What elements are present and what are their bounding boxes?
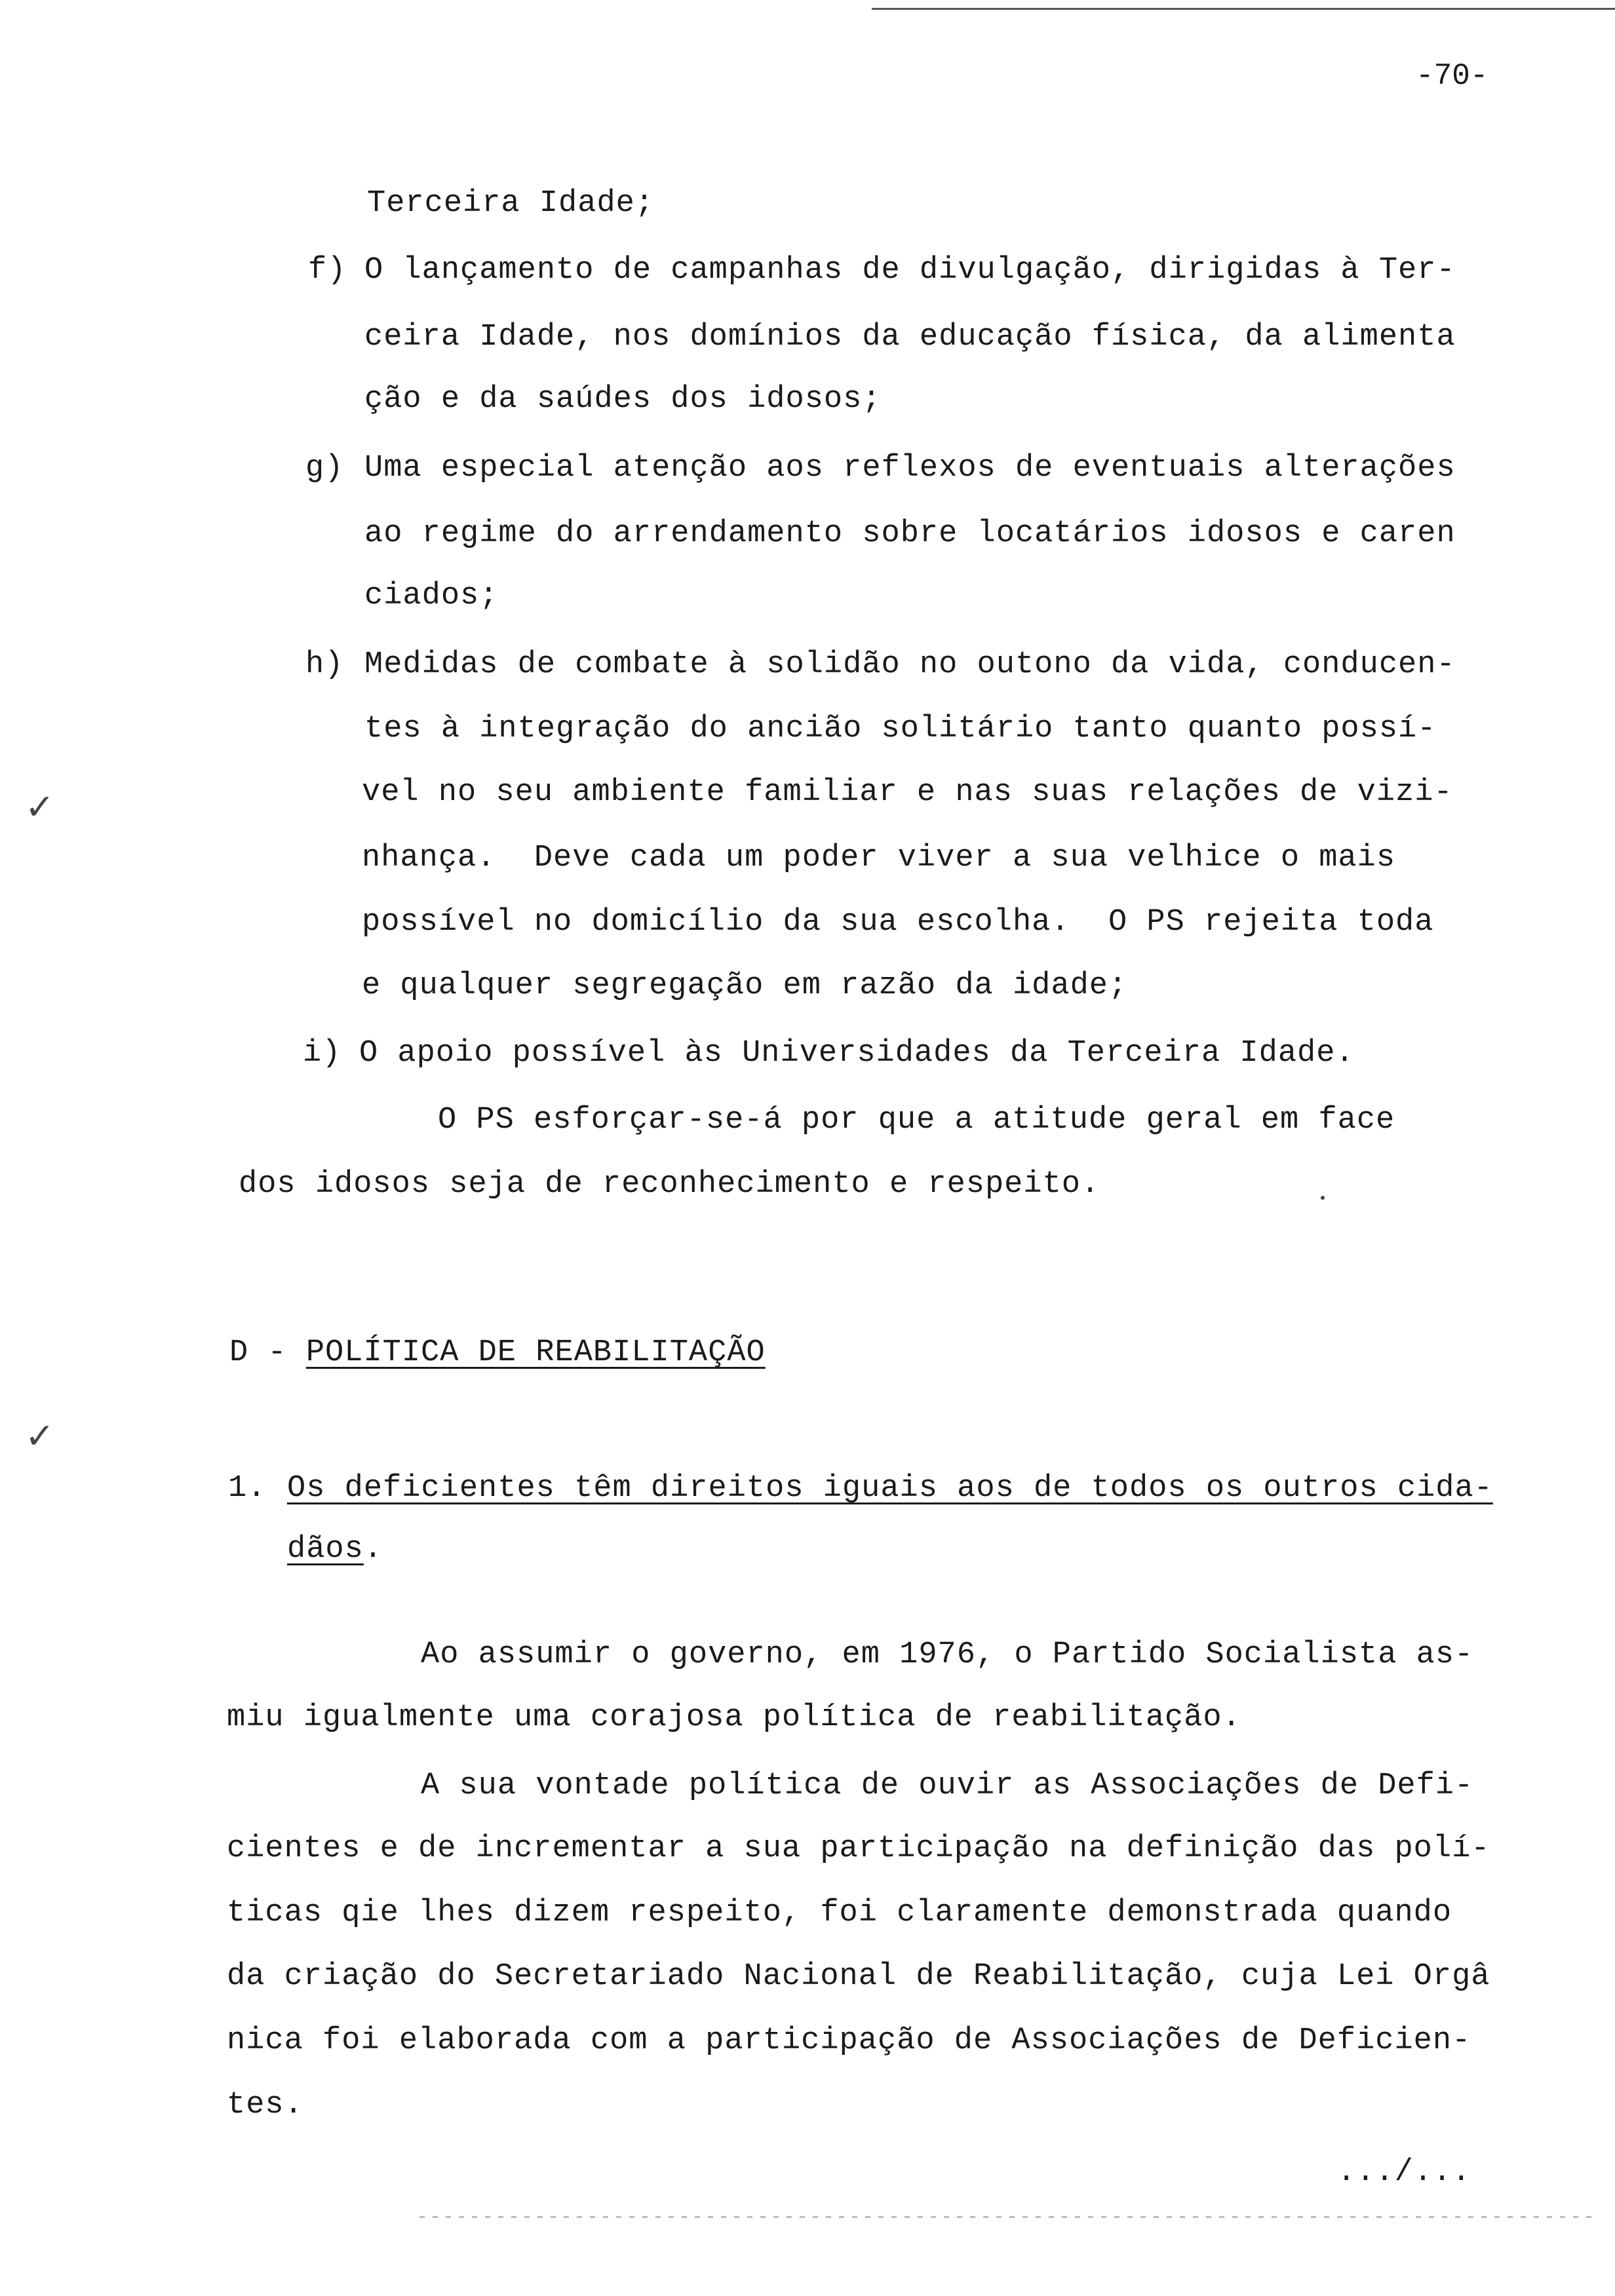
continuation-mark: .../... xyxy=(1337,2155,1471,2190)
margin-check-mark: ✓ xyxy=(25,786,55,828)
list-item-f-label: f) xyxy=(308,253,347,288)
body-paragraph-line: miu igualmente uma corajosa política de reabilitação. xyxy=(227,1700,1241,1735)
list-item-h-line: e qualquer segregação em razão da idade; xyxy=(362,968,1128,1003)
point-1-heading-tail: dãos xyxy=(287,1532,364,1567)
list-item-f-line: ceira Idade, nos domínios da educação física, da alimenta xyxy=(364,320,1456,354)
body-paragraph-line: A sua vontade política de ouvir as Associações de Defi- xyxy=(421,1769,1474,1803)
closing-paragraph-line: dos idosos seja de reconhecimento e respeito. xyxy=(239,1167,1100,1202)
closing-paragraph-line: O PS esforçar-se-á por que a atitude geral em face xyxy=(438,1103,1395,1138)
point-1-heading-line: Os deficientes têm direitos iguais aos de todos os outros cida- xyxy=(287,1471,1493,1506)
body-paragraph-line: ticas qie lhes dizem respeito, foi claramente demonstrada quando xyxy=(227,1896,1452,1930)
list-item-h-line: possível no domicílio da sua escolha. O PS rejeita toda xyxy=(362,905,1434,940)
list-item-h-line: vel no seu ambiente familiar e nas suas relações de vizi- xyxy=(362,775,1453,810)
list-item-f-line: ção e da saúdes dos idosos; xyxy=(364,382,882,417)
body-paragraph-line: cientes e de incrementar a sua participação na definição das polí- xyxy=(227,1831,1490,1866)
body-paragraph-line: da criação do Secretariado Nacional de Reabilitação, cuja Lei Orgâ xyxy=(227,1959,1490,1994)
page-number: -70- xyxy=(1416,59,1489,93)
list-item-g-line: ciados; xyxy=(364,579,499,613)
list-item-h-line: tes à integração do ancião solitário tanto quanto possí- xyxy=(364,712,1437,746)
list-item-h-line: Medidas de combate à solidão no outono da vida, conducen- xyxy=(364,647,1456,682)
point-1-heading-line-2 xyxy=(287,1530,383,1569)
list-item-i-label: i) xyxy=(303,1036,341,1071)
point-1-heading-end: . xyxy=(363,1532,383,1567)
list-item-i-line: O apoio possível às Universidades da Terceira Idade. xyxy=(359,1036,1355,1071)
list-item-g-label: g) xyxy=(305,451,344,486)
list-item-g-line: Uma especial atenção aos reflexos de eventuais alterações xyxy=(364,451,1456,486)
list-item-e-tail: Terceira Idade; xyxy=(367,186,655,221)
stray-dot xyxy=(1321,1196,1325,1200)
body-paragraph-line: tes. xyxy=(227,2088,303,2122)
list-item-g-line: ao regime do arrendamento sobre locatários idosos e caren xyxy=(364,516,1456,551)
list-item-f-line: O lançamento de campanhas de divulgação, dirigidas à Ter- xyxy=(364,253,1456,288)
scan-specks xyxy=(419,2216,1599,2218)
list-item-h-label: h) xyxy=(305,647,344,682)
section-title: POLÍTICA DE REABILITAÇÃO xyxy=(305,1335,766,1370)
top-rule xyxy=(872,8,1615,10)
margin-check-mark: ✓ xyxy=(25,1415,55,1457)
body-paragraph-line: nica foi elaborada com a participação de Associações de Deficien- xyxy=(227,2023,1471,2058)
body-paragraph-line: Ao assumir o governo, em 1976, o Partido Socialista as- xyxy=(421,1637,1474,1672)
section-heading xyxy=(229,1333,766,1373)
section-prefix: D - xyxy=(229,1335,306,1370)
point-1-number: 1. xyxy=(228,1471,267,1506)
list-item-h-line: nhança. Deve cada um poder viver a sua velhice o mais xyxy=(362,841,1396,875)
